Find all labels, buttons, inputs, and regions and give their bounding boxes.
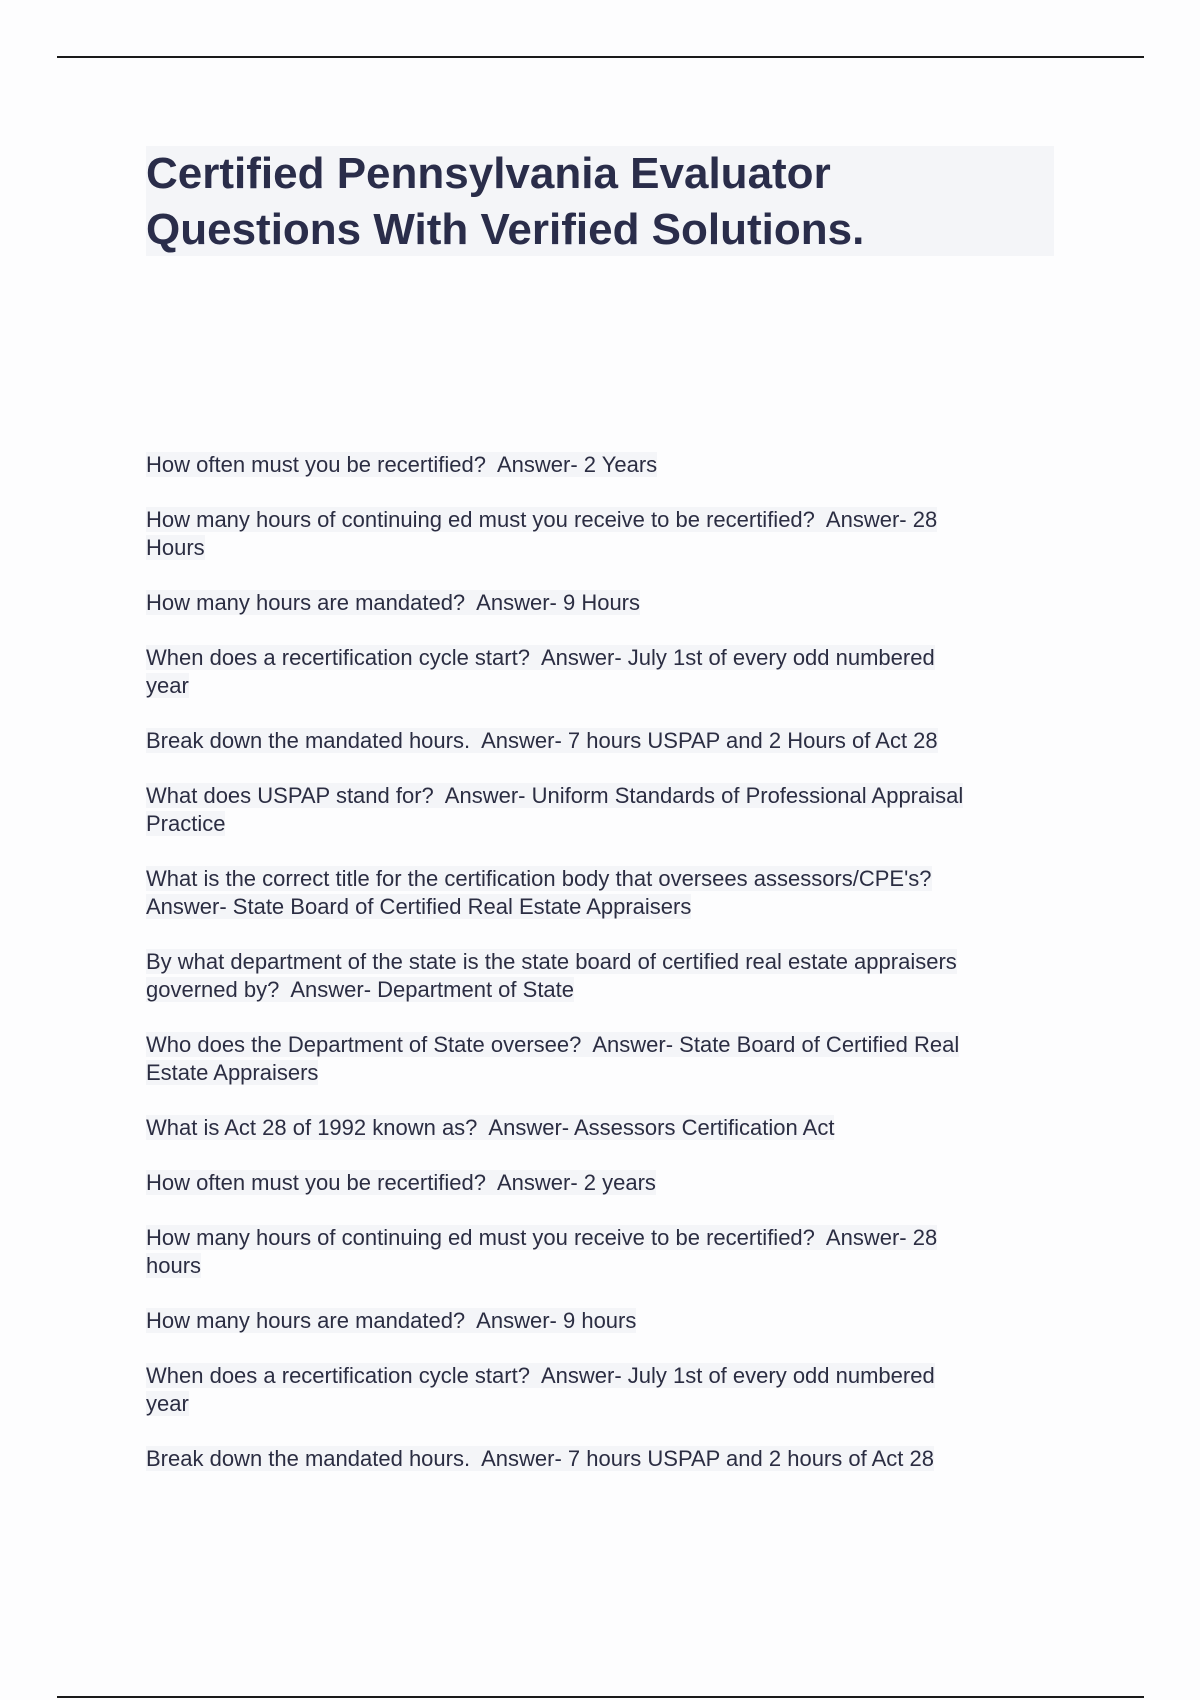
qa-text: How many hours of continuing ed must you receive to be recertified? Answer- 28 Hours (146, 507, 938, 560)
qa-text: What does USPAP stand for? Answer- Uniform Standards of Professional Appraisal Practice (146, 783, 964, 836)
qa-item (146, 451, 1066, 479)
qa-item (146, 782, 1066, 838)
qa-item (146, 589, 1066, 617)
qa-text: Break down the mandated hours. Answer- 7 hours USPAP and 2 hours of Act 28 (146, 1446, 934, 1471)
qa-text: When does a recertification cycle start? Answer- July 1st of every odd numbered year (146, 645, 935, 698)
title-line-1: Certified Pennsylvania Evaluator (146, 149, 831, 198)
qa-text: Who does the Department of State oversee? Answer- State Board of Certified Real Estate Appraisers (146, 1032, 960, 1085)
qa-text: How many hours are mandated? Answer- 9 Hours (146, 590, 641, 615)
qa-list (146, 451, 1066, 1500)
qa-text: How many hours of continuing ed must you receive to be recertified? Answer- 28 hours (146, 1225, 938, 1278)
qa-text: How often must you be recertified? Answer- 2 Years (146, 452, 658, 477)
qa-text: By what department of the state is the state board of certified real estate appraisers governed by? Answer- Department of State (146, 949, 957, 1002)
bottom-rule (57, 1696, 1144, 1698)
qa-item (146, 644, 1066, 700)
qa-item (146, 1114, 1066, 1142)
title-line-2: Questions With Verified Solutions. (146, 205, 865, 254)
qa-text: What is Act 28 of 1992 known as? Answer- Assessors Certification Act (146, 1115, 835, 1140)
qa-text: What is the correct title for the certification body that oversees assessors/CPE's? Answer- State Board of Certified Real Estate Appraisers (146, 866, 932, 919)
qa-item (146, 1031, 1066, 1087)
qa-item (146, 727, 1066, 755)
top-rule (57, 56, 1144, 58)
document-title (146, 146, 1054, 258)
qa-item (146, 1307, 1066, 1335)
qa-text: When does a recertification cycle start? Answer- July 1st of every odd numbered year (146, 1363, 935, 1416)
qa-item (146, 1224, 1066, 1280)
qa-text: Break down the mandated hours. Answer- 7 hours USPAP and 2 Hours of Act 28 (146, 728, 938, 753)
qa-item (146, 865, 1066, 921)
qa-item (146, 1362, 1066, 1418)
qa-text: How many hours are mandated? Answer- 9 hours (146, 1308, 637, 1333)
qa-text: How often must you be recertified? Answer- 2 years (146, 1170, 656, 1195)
qa-item (146, 948, 1066, 1004)
qa-item (146, 1169, 1066, 1197)
qa-item (146, 506, 1066, 562)
title-block (146, 146, 1054, 256)
qa-item (146, 1445, 1066, 1473)
